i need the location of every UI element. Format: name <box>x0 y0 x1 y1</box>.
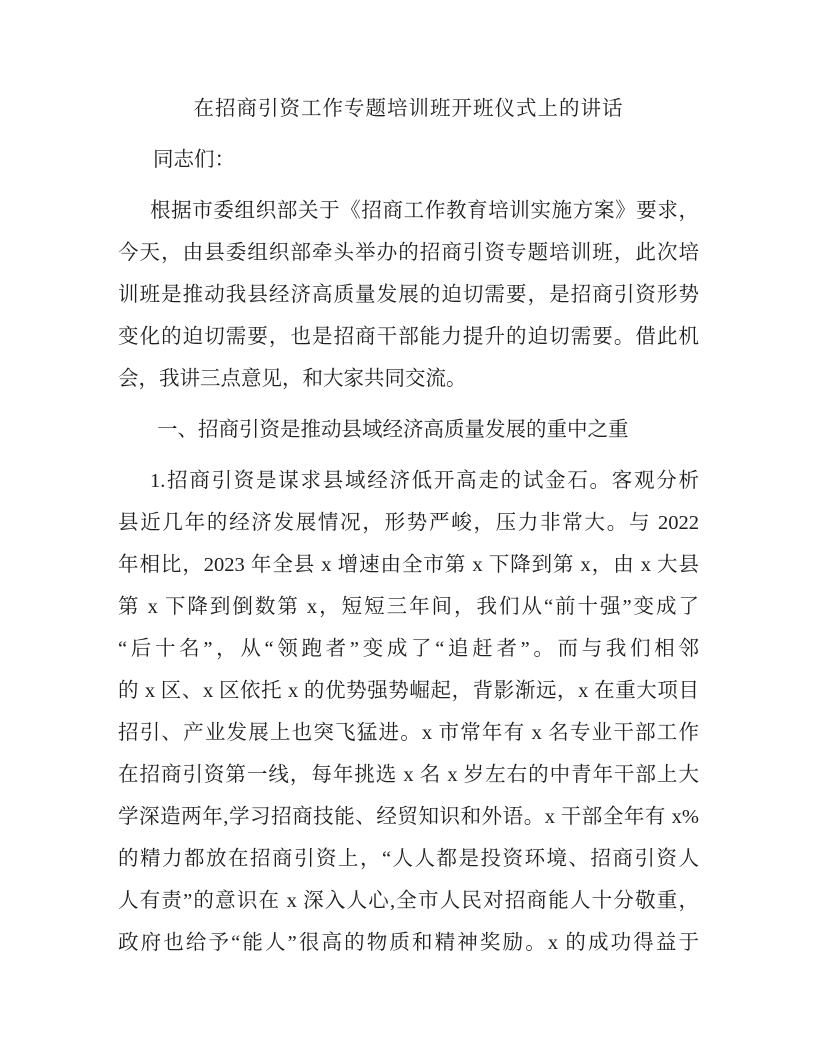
section-heading <box>118 409 699 451</box>
document-title: 在招商引资工作专题培训班开班仪式上的讲话 <box>193 98 624 120</box>
text-line: 今天，由县委组织部牵头举办的招商引资专题培训班，此次培 <box>118 242 699 264</box>
text-line: 年相比，2023 年全县 x 增速由全市第 x 下降到第 x，由 x 大县 <box>118 554 699 576</box>
text-line: 同志们： <box>153 149 235 171</box>
text-line: 在招商引资第一线，每年挑选 x 名 x 岁左右的中青年干部上大 <box>118 764 699 786</box>
text-line: 会，我讲三点意见，和大家共同交流。 <box>118 368 467 390</box>
document-body <box>118 139 699 964</box>
text-line: 训班是推动我县经济高质量发展的迫切需要，是招商引资形势 <box>118 284 699 306</box>
text-line: 变化的迫切需要，也是招商干部能力提升的迫切需要。借此机 <box>118 326 699 348</box>
text-line: 县近几年的经济发展情况，形势严峻，压力非常大。与 2022 <box>118 512 699 534</box>
text-line: 政府也给予“能人”很高的物质和精神奖励。x 的成功得益于 <box>118 932 699 954</box>
text-line: 1.招商引资是谋求县域经济低开高走的试金石。客观分析 <box>150 470 699 492</box>
text-line: 根据市委组织部关于《招商工作教育培训实施方案》要求， <box>150 200 699 222</box>
text-line: 学深造两年,学习招商技能、经贸知识和外语。x 干部全年有 x% <box>118 806 699 828</box>
text-line: 招引、产业发展上也突飞猛进。x 市常年有 x 名专业干部工作 <box>118 722 699 744</box>
text-line: 第 x 下降到倒数第 x，短短三年间，我们从“前十强”变成了 <box>118 596 699 618</box>
paragraph <box>118 460 699 964</box>
paragraph <box>118 190 699 400</box>
text-line: 人有责”的意识在 x 深入人心,全市人民对招商能人十分敬重， <box>118 890 699 912</box>
salutation <box>118 139 699 181</box>
text-line: 的精力都放在招商引资上，“人人都是投资环境、招商引资人 <box>118 848 699 870</box>
text-line: “后十名”，从“领跑者”变成了“追赶者”。而与我们相邻 <box>118 638 699 660</box>
text-line: 一、招商引资是推动县域经济高质量发展的重中之重 <box>157 419 629 441</box>
text-line: 的 x 区、x 区依托 x 的优势强势崛起，背影渐远，x 在重大项目 <box>118 680 699 702</box>
